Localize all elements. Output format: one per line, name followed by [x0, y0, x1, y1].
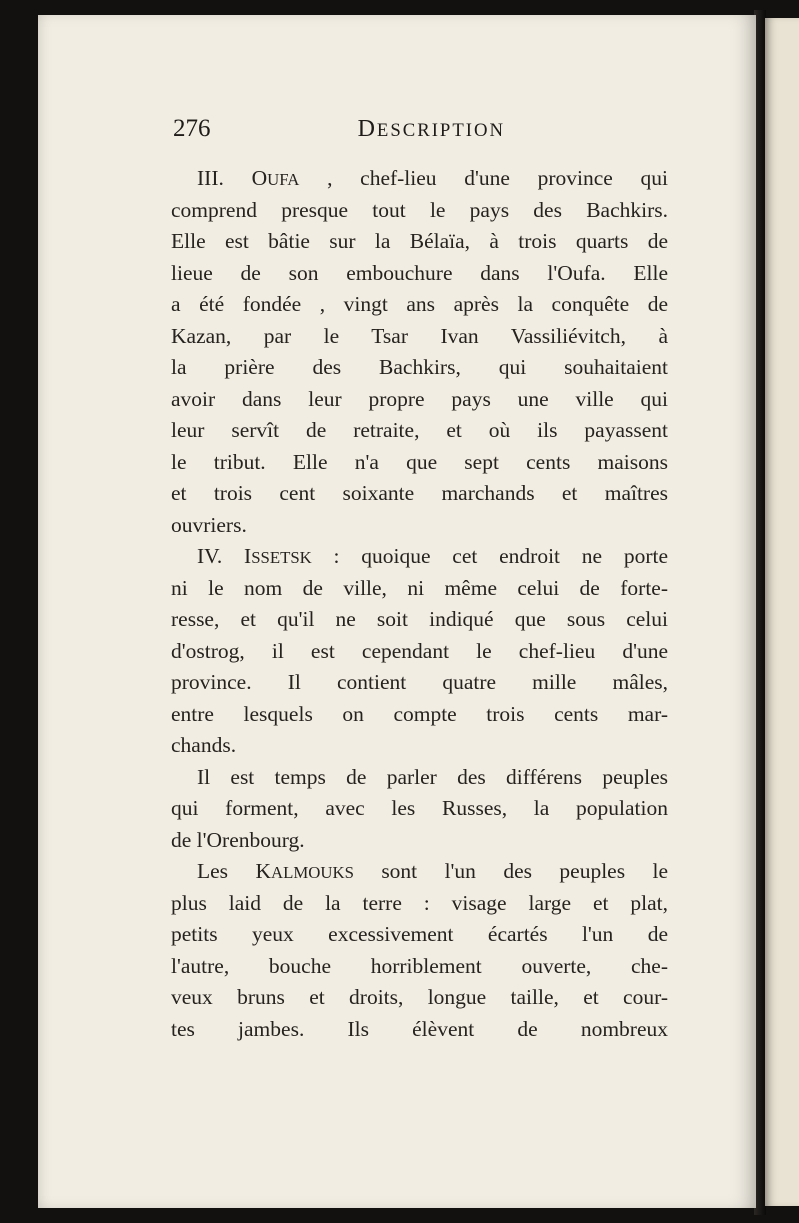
text-line: de l'Orenbourg.	[171, 827, 305, 852]
paragraph	[171, 762, 668, 857]
text-line: a été fondée , vingt ans après la conquête de	[171, 292, 668, 316]
text-line: III. OUFA , chef-lieu d'une province qui	[197, 166, 668, 190]
text-line: plus laid de la terre : visage large et plat,	[171, 890, 668, 915]
text-line: l'autre, bouche horriblement ouverte, che-	[171, 953, 668, 978]
text-line: IV. ISSETSK : quoique cet endroit ne porte	[197, 544, 668, 568]
text-line: la prière des Bachkirs, qui souhaitaient	[171, 355, 668, 379]
place-name-rest: UFA	[267, 170, 300, 189]
text-line: tes jambes. Ils élèvent de nombreux	[171, 1016, 668, 1041]
text-line: chands.	[171, 733, 237, 757]
running-head	[173, 112, 505, 146]
text-line: et trois cent soixante marchands et maîtres	[171, 481, 668, 505]
text-line: leur servît de retraite, et où ils payassent	[171, 418, 668, 442]
text-line: avoir dans leur propre pays une ville qui	[171, 386, 668, 411]
section-number: III.	[197, 166, 252, 190]
place-name-initial: I	[244, 544, 252, 568]
paragraph	[171, 856, 668, 1045]
running-title-initial: D	[357, 116, 377, 142]
paragraph	[171, 163, 668, 541]
running-title	[358, 112, 505, 148]
text-line: qui forment, avec les Russes, la population	[171, 796, 668, 820]
text-line: Les KALMOUKS sont l'un des peuples le	[197, 859, 669, 883]
text-line: Elle est bâtie sur la Bélaïa, à trois quarts de	[171, 229, 668, 253]
text-line: le tribut. Elle n'a que sept cents maisons	[171, 449, 668, 474]
text-line: entre lesquels on compte trois cents mar-	[171, 701, 668, 726]
text-line: comprend presque tout le pays des Bachkirs.	[171, 197, 668, 222]
people-name-initial: K	[255, 859, 271, 883]
text-line: veux bruns et droits, longue taille, et cour-	[171, 985, 668, 1009]
text-line: lieue de son embouchure dans l'Oufa. Elle	[171, 260, 668, 285]
body-text	[171, 163, 668, 1045]
running-title-rest: ESCRIPTION	[376, 120, 505, 141]
paragraph	[171, 541, 668, 762]
text-line: province. Il contient quatre mille mâles,	[171, 670, 668, 694]
text-line: Il est temps de parler des différens peuples	[197, 764, 668, 789]
text-line: ouvriers.	[171, 512, 247, 537]
place-name-initial: O	[251, 166, 268, 190]
text-line: d'ostrog, il est cependant le chef-lieu d'une	[171, 638, 668, 663]
text-line: petits yeux excessivement écartés l'un de	[171, 922, 668, 946]
text-line: resse, et qu'il ne soit indiqué que sous celui	[171, 607, 668, 631]
text-line: Kazan, par le Tsar Ivan Vassiliévitch, à	[171, 323, 668, 348]
facing-page-edge	[765, 18, 799, 1206]
place-name-rest: SSETSK	[251, 548, 312, 567]
section-number: IV.	[197, 544, 245, 568]
page-number: 276	[173, 115, 211, 142]
people-name-rest: ALMOUKS	[271, 863, 354, 882]
text-line: ni le nom de ville, ni même celui de forte-	[171, 575, 668, 600]
